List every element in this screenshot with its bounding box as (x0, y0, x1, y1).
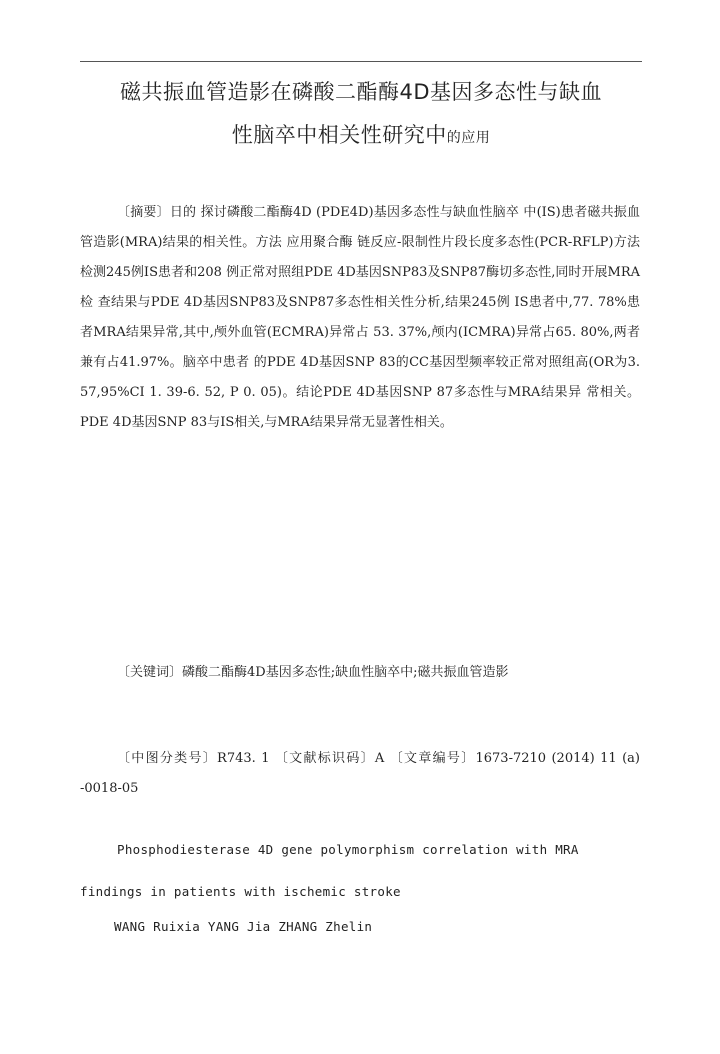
authors-line: WANG Ruixia YANG Jia ZHANG Zhelin (114, 919, 373, 934)
top-rule (80, 61, 642, 62)
title-line-2 (80, 119, 642, 149)
title-line-2-main: 性脑卒中相关性研究中 (231, 123, 447, 147)
english-title: Phosphodiesterase 4D gene polymorphism correlation with MRA findings in patients with ischemic stroke (80, 842, 579, 899)
keywords-paragraph: 〔关键词〕磷酸二酯酶4D基因多态性;缺血性脑卒中;磁共振血管造影 (117, 665, 509, 680)
abstract-paragraph: 〔摘要〕日的 探讨磷酸二酯酶4D (PDE4D)基因多态性与缺血性脑卒 中(IS)患者磁共振血管造影(MRA)结果的相关性。方法 应用聚合酶 链反应-限制性片段长度多态性(PCR-RFLP)方法检测245例IS患者和208 例正常对照组PDE 4D基因SNP83及SNP87酶切多态性,同时开展MRA检 查结果与PDE 4D基因SNP83及SNP87多态性相关性分析,结果245例 IS患者中,77. 78%患者MRA结果异常,其中,颅外血管(ECMRA)异常占 53. 37%,颅内(ICMRA)异常占65. 80%,两者兼有占41.97%。脑卒中患者 的PDE 4D基因SNP 83的CC基因型频率较正常对照组高(OR为3. 57,95%CI 1. 39-6. 52, P 0. 05)。结论PDE 4D基因SNP 87多态性与MRA结果异 常相关。PDE 4D基因SNP 83与IS相关,与MRA结果异常无显著性相关。 (80, 205, 640, 430)
title-line-2-small: 的应用 (446, 130, 491, 146)
classification-paragraph: 〔中图分类号〕R743. 1 〔文献标识码〕A 〔文章编号〕1673-7210 (2014) 11 (a) -0018-05 (80, 751, 640, 796)
title-line-1: 磁共振血管造影在磷酸二酯酶4D基因多态性与缺血 (119, 80, 603, 104)
